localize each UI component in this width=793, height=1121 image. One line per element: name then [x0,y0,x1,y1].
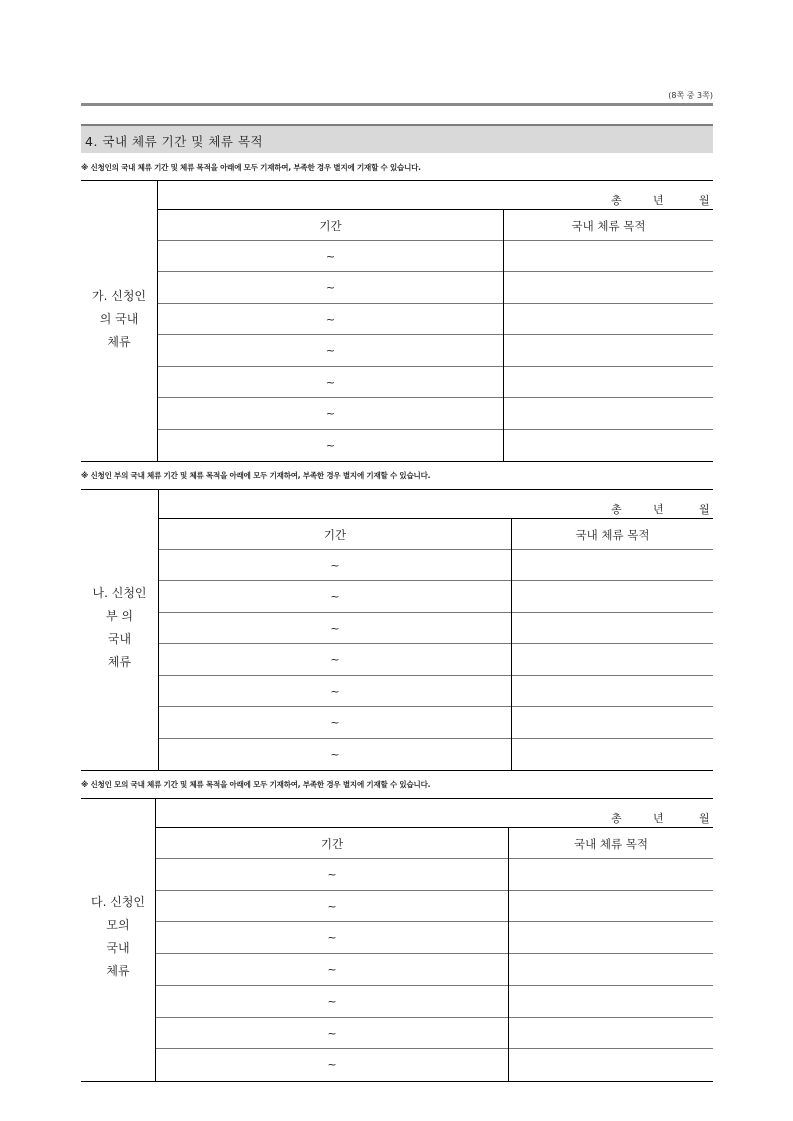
row-label [81,891,155,983]
table-row[interactable] [159,707,713,738]
row-label-line: 의 국내 [99,312,139,326]
period-range-separator: ~ [325,344,336,358]
table-row[interactable] [158,335,713,366]
row-label-line: 다. 신청인 [91,895,145,909]
instruction-note: ※ 신청인 모의 국내 체류 기간 및 체류 목적을 아래에 모두 기재하여, 부족한 경우 별지에 기재할 수 있습니다. [81,780,431,789]
period-range-separator: ~ [327,931,337,945]
top-rule [81,103,713,106]
table-row[interactable] [156,1018,713,1050]
period-range-separator: ~ [330,653,340,667]
column-divider [508,828,509,1081]
period-range-separator: ~ [325,250,336,263]
stay-table [81,489,713,771]
row-label [81,285,157,354]
table-row[interactable] [159,644,713,675]
row-label-line: 가. 신청인 [92,289,146,303]
row-label-line: 체류 [107,655,132,669]
period-range-separator: ~ [327,1058,337,1072]
row-label-line: 나. 신청인 [92,586,147,600]
total-months-label: 월 [699,812,710,825]
period-header: 기간 [320,837,344,851]
row-label-cell [81,181,158,461]
period-range-separator: ~ [325,407,336,421]
column-header-row [159,519,713,550]
period-range-separator: ~ [325,281,336,295]
table-row[interactable] [156,954,713,986]
instruction-note: ※ 신청인 부의 국내 체류 기간 및 체류 목적을 아래에 모두 기재하여, 부족한 경우 별지에 기재할 수 있습니다. [81,471,431,480]
total-months-label: 월 [699,503,710,516]
row-label-line: 체류 [106,964,130,978]
table-row[interactable] [159,581,713,612]
table-row[interactable] [158,398,713,429]
table-row[interactable] [159,550,713,581]
row-label-cell [81,490,159,770]
table-row[interactable] [159,676,713,707]
period-range-separator: ~ [325,438,336,452]
table-row[interactable] [158,272,713,303]
period-range-separator: ~ [327,994,337,1008]
period-range-separator: ~ [330,747,340,761]
period-range-separator: ~ [327,868,337,881]
page-number: (8쪽 중 3쪽) [668,91,713,100]
period-range-separator: ~ [330,621,340,635]
row-label-line: 모의 [106,918,130,932]
total-duration-row[interactable] [156,799,713,828]
table-row[interactable] [159,613,713,644]
row-label-line: 국내 [107,632,132,646]
total-months-label: 월 [699,194,710,207]
total-years-label: 년 [653,812,664,825]
column-header-row [156,828,713,859]
period-header: 기간 [323,528,347,542]
period-range-separator: ~ [327,899,337,913]
table-row[interactable] [158,430,713,461]
table-row[interactable] [159,739,713,770]
instruction-note: ※ 신청인의 국내 체류 기간 및 체류 목적을 아래에 모두 기재하여, 부족한 경우 별지에 기재할 수 있습니다. [81,163,421,172]
total-years-label: 년 [653,503,664,516]
purpose-header: 국내 체류 목적 [574,837,648,851]
table-row[interactable] [156,922,713,954]
period-range-separator: ~ [325,312,336,326]
period-header: 기간 [319,219,342,233]
row-label-line: 국내 [106,941,130,955]
period-range-separator: ~ [327,1026,337,1040]
total-prefix-label: 총 [611,812,622,825]
table-row[interactable] [156,891,713,923]
table-row[interactable] [156,1049,713,1081]
total-duration-row[interactable] [159,490,713,519]
column-header-row [158,210,713,241]
section-header [81,124,713,153]
table-row[interactable] [158,241,713,272]
total-prefix-label: 총 [611,503,622,516]
total-prefix-label: 총 [611,194,622,207]
purpose-header: 국내 체류 목적 [575,528,650,542]
table-row[interactable] [158,304,713,335]
row-label [81,582,158,674]
period-range-separator: ~ [325,375,336,389]
total-duration-row[interactable] [158,181,713,210]
table-row[interactable] [158,367,713,398]
period-range-separator: ~ [330,590,340,604]
total-years-label: 년 [653,194,664,207]
row-label-cell [81,799,156,1081]
row-label-line: 체류 [107,335,131,349]
period-range-separator: ~ [330,559,340,572]
purpose-header: 국내 체류 목적 [571,219,646,233]
stay-table [81,798,713,1082]
table-row[interactable] [156,859,713,891]
row-label-line: 부 의 [106,609,133,623]
column-divider [511,519,512,770]
column-divider [503,210,504,461]
period-range-separator: ~ [330,684,340,698]
period-range-separator: ~ [327,963,337,977]
stay-table [81,180,713,462]
table-row[interactable] [156,986,713,1018]
section-title: 4. 국내 체류 기간 및 체류 목적 [85,134,264,149]
period-range-separator: ~ [330,716,340,730]
